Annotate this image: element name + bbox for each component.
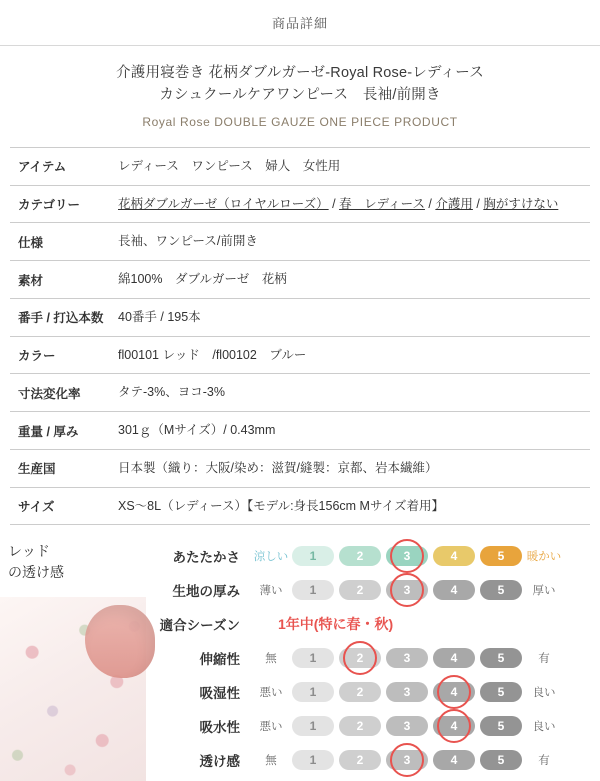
rating-scale-min-label: 薄い [259,585,283,598]
scale-cell-4: 4 [433,750,475,770]
category-separator: / [472,196,484,211]
ratings-list [146,539,600,777]
scale-cell-2 [339,648,381,668]
spec-label: 素材 [18,273,44,288]
scale-cell-4: 4 [433,546,475,566]
rating-label: 生地の厚み [172,584,240,600]
table-row [10,487,590,525]
spec-label: カラー [18,349,56,364]
page-header [0,0,600,46]
scale-cell-2: 2 [339,546,381,566]
rating-row-season [146,607,600,641]
swatch-label-line2: の透け感 [8,564,64,581]
scale-cell-3-value: 3 [403,583,411,598]
rating-scale-max-label: 暖かい [526,551,562,564]
rating-scale-min-label: 悪い [259,687,283,700]
scale-cell-1: 1 [292,648,334,668]
category-link-care[interactable]: 介護用 [435,196,473,211]
spec-label: 番手 / 打込本数 [18,311,104,326]
scale-cell-1: 1 [292,546,334,566]
scale-cell-3-value: 3 [403,753,411,768]
scale-cell-1: 1 [292,750,334,770]
rating-label: 伸縮性 [199,652,240,668]
rating-row-thickness [146,573,600,607]
rating-scale-max-label: 良い [532,687,556,700]
rating-scale-min-label: 涼しい [253,551,289,564]
rating-scale-min-label: 悪い [259,721,283,734]
rating-scale [292,750,522,770]
rating-scale [292,648,522,668]
rating-row-moisture-absorption [146,675,600,709]
spec-label: 仕様 [18,235,44,250]
category-separator: / [328,196,340,211]
table-row [10,449,590,487]
rating-row-stretch [146,641,600,675]
table-row [10,336,590,374]
rating-label: あたたかさ [172,550,240,566]
product-subtitle-en: Royal Rose DOUBLE GAUZE ONE PIECE PRODUCT [142,114,458,129]
category-link-spring[interactable]: 春 レディース [339,196,425,211]
spec-label: 重量 / 厚み [18,424,79,439]
scale-cell-3: 3 [386,716,428,736]
table-row [10,147,590,185]
product-title-block [0,46,600,135]
swatch-label [0,535,146,583]
rating-row-water-absorption [146,709,600,743]
rating-row-sheerness [146,743,600,777]
scale-cell-5: 5 [480,580,522,600]
fabric-properties-section [0,535,600,781]
spec-table [10,147,590,526]
rating-label: 吸水性 [199,720,240,736]
rating-label: 適合シーズン [159,618,240,634]
rating-scale [292,716,522,736]
scale-cell-2: 2 [339,716,381,736]
swatch-column [0,535,146,781]
scale-cell-3: 3 [386,682,428,702]
rating-scale-max-label: 良い [532,721,556,734]
table-row [10,298,590,336]
scale-cell-2: 2 [339,682,381,702]
spec-value-category [110,185,590,223]
scale-cell-3 [386,546,428,566]
spec-value: fl00101 レッド /fl00102 ブルー [118,347,307,362]
scale-cell-1: 1 [292,580,334,600]
spec-label: アイテム [18,160,67,175]
scale-cell-2: 2 [339,580,381,600]
scale-cell-5: 5 [480,648,522,668]
category-link-gauze[interactable]: 花柄ダブルガーゼ（ロイヤルローズ） [118,196,329,211]
scale-cell-4: 4 [433,648,475,668]
scale-cell-1: 1 [292,716,334,736]
table-row [10,261,590,299]
spec-value: タテ-3%、ヨコ-3% [118,385,225,400]
spec-value: レディース ワンピース 婦人 女性用 [118,158,341,173]
spec-label: カテゴリー [18,198,81,213]
rating-scale-max-label: 有 [538,755,550,768]
scale-cell-4: 4 [433,580,475,600]
spec-label: 生産国 [18,462,56,477]
rating-label: 透け感 [199,754,240,770]
spec-label: サイズ [18,500,55,515]
table-row [10,412,590,450]
spec-value: 40番手 / 195本 [118,309,201,324]
category-link-nonsheer[interactable]: 胸がすけない [483,196,559,211]
scale-cell-2: 2 [339,750,381,770]
scale-cell-2-value: 2 [356,651,364,666]
scale-cell-1: 1 [292,682,334,702]
spec-value: 綿100% ダブルガーゼ 花柄 [118,272,287,287]
product-title-line1: 介護用寝巻き 花柄ダブルガーゼ-Royal Rose-レディース [116,65,484,81]
scale-cell-4-value: 4 [450,719,458,734]
rating-scale [292,682,522,702]
spec-value: 301ｇ（Mサイズ）/ 0.43mm [118,423,276,438]
rating-scale [292,546,522,566]
spec-table-wrapper [0,135,600,526]
spec-value: 日本製（織り：大阪/染め：滋賀/縫製：京都、岩本繊維） [118,460,438,475]
fabric-swatch-image [0,597,146,781]
scale-cell-5: 5 [480,546,522,566]
rating-scale-max-label: 厚い [532,585,556,598]
category-separator: / [424,196,436,211]
spec-value: 長袖、ワンピース/前開き [118,234,258,249]
rating-row-warmth [146,539,600,573]
scale-cell-4 [433,716,475,736]
product-title-line2: カシュクールケアワンピース 長袖/前開き [159,87,441,104]
scale-cell-4-value: 4 [450,685,458,700]
season-value: 1年中(特に春・秋) [278,616,394,633]
scale-cell-5: 5 [480,716,522,736]
table-row [10,185,590,223]
table-row [10,223,590,261]
scale-cell-5: 5 [480,682,522,702]
scale-cell-3 [386,750,428,770]
table-row [10,374,590,412]
swatch-label-line1: レッド [8,543,50,560]
scale-cell-5: 5 [480,750,522,770]
scale-cell-3 [386,580,428,600]
rating-scale-min-label: 無 [265,653,277,666]
spec-value: XS〜8L（レディース）【モデル:身長156cm Mサイズ着用】 [118,498,444,513]
scale-cell-3-value: 3 [403,549,411,564]
rating-scale-max-label: 有 [538,653,550,666]
rating-label: 吸湿性 [199,686,240,702]
rating-scale-min-label: 無 [265,755,277,768]
rating-scale [292,580,522,600]
page-title: 商品詳細 [271,16,328,31]
scale-cell-4 [433,682,475,702]
scale-cell-3: 3 [386,648,428,668]
spec-label: 寸法変化率 [18,386,81,401]
